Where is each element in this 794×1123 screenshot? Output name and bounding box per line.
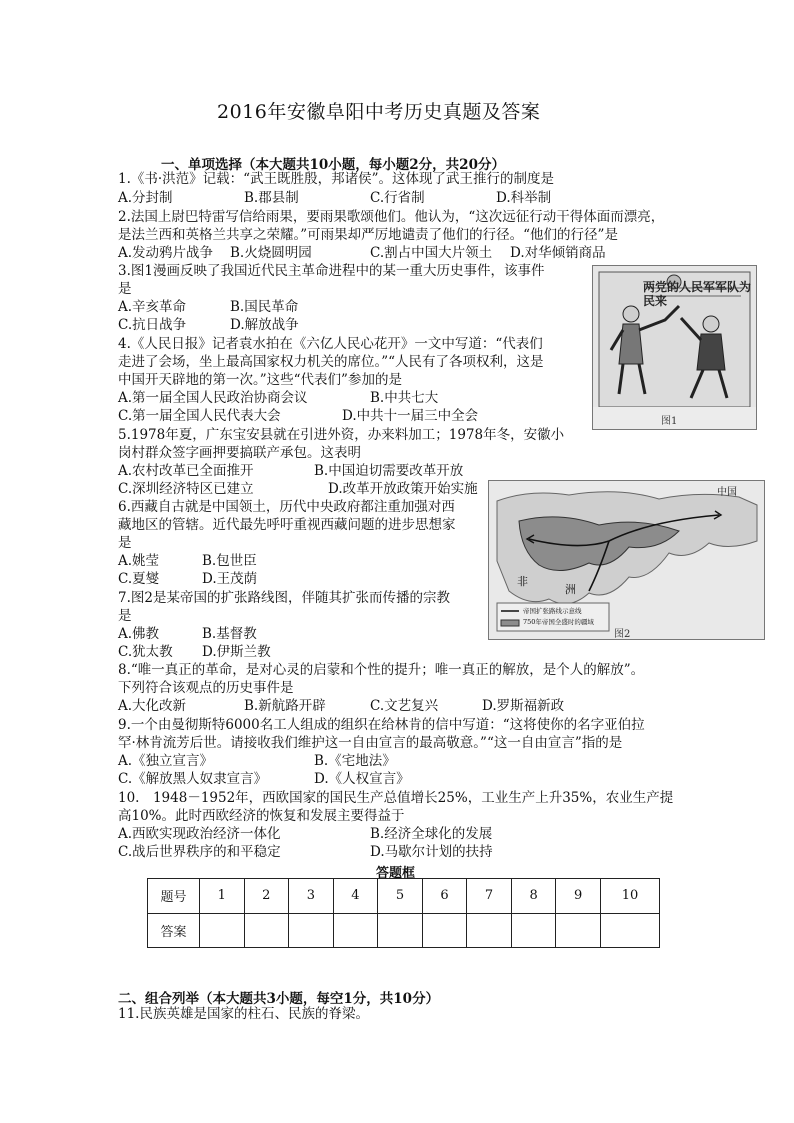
- q2-stem-line2: 是法兰西和英格兰共享之荣耀。”可雨果却严厉地谴责了他们的行径。“他们的行径”是: [118, 227, 618, 243]
- q2-stem-line1: 2.法国上尉巴特雷写信给雨果，要雨果歌颂他们。他认为，“这次远征行动干得体面而漂亮，: [118, 209, 665, 225]
- q4-stem-line3: 中国开天辟地的第一次。”这些“代表们”参加的是: [118, 372, 402, 388]
- q10-stem-line1: 10. 1948－1952年，西欧国家的国民生产总值增长25%，工业生产上升35%，农业生产提: [118, 790, 674, 806]
- figure-1-banner: 两党的人民军军队为民来: [643, 280, 752, 308]
- q9-option-d: D.《人权宣言》: [314, 771, 410, 787]
- q5-stem-line1: 5.1978年夏，广东宝安县就在引进外资，办来料加工；1978年冬，安徽小: [118, 427, 565, 443]
- q9-stem-line2: 罕·林肯流芳后世。请接收我们维护这一自由宣言的最高敬意。”“这一自由宣言”指的是: [118, 735, 623, 751]
- answer-cell[interactable]: [289, 913, 334, 948]
- q6-stem-line1: 6.西藏自古就是中国领土，历代中央政府都注重加强对西: [118, 499, 455, 515]
- q8-option-a: A.大化改新: [118, 698, 187, 714]
- q8-option-b: B.新航路开辟: [244, 698, 326, 714]
- q8-stem-line1: 8.“唯一真正的革命，是对心灵的启蒙和个性的提升；唯一真正的解放，是个人的解放”。: [118, 662, 645, 678]
- q2-option-c: C.割占中国大片领土: [370, 245, 493, 261]
- figure-2-caption: 图2: [614, 629, 631, 640]
- map-label-zhou: 洲: [565, 583, 576, 596]
- q7-option-c: C.犹太教: [118, 644, 173, 660]
- answer-table: [147, 878, 660, 948]
- q2-option-d: D.对华倾销商品: [510, 245, 606, 261]
- map-legend-route: 帝国扩张路线示意线: [523, 607, 582, 615]
- q10-option-c: C.战后世界秩序的和平稳定: [118, 844, 281, 860]
- q5-option-c: C.深圳经济特区已建立: [118, 481, 254, 497]
- q10-stem-line2: 高10%。此时西欧经济的恢复和发展主要得益于: [118, 808, 405, 824]
- q3-option-a: A.辛亥革命: [118, 299, 187, 315]
- q10-option-b: B.经济全球化的发展: [370, 826, 493, 842]
- answer-cell[interactable]: [333, 913, 378, 948]
- answer-table-number: 10: [601, 879, 660, 914]
- q6-option-b: B.包世臣: [202, 553, 257, 569]
- q11-stem: 11.民族英雄是国家的柱石、民族的脊梁。: [118, 1006, 369, 1022]
- q4-option-b: B.中共七大: [370, 390, 439, 406]
- q7-option-b: B.基督教: [202, 626, 257, 642]
- q7-option-d: D.伊斯兰教: [202, 644, 271, 660]
- q10-option-d: D.马歇尔计划的扶持: [370, 844, 493, 860]
- map-label-china: 中国: [717, 487, 737, 498]
- answer-table-row2-label: 答案: [148, 913, 200, 948]
- map-label-fei: 非: [517, 575, 528, 588]
- q10-option-a: A.西欧实现政治经济一体化: [118, 826, 281, 842]
- q3-option-c: C.抗日战争: [118, 317, 187, 333]
- q9-option-c: C.《解放黑人奴隶宣言》: [118, 771, 268, 787]
- answer-cell[interactable]: [556, 913, 601, 948]
- answer-box-caption: 答题框: [376, 866, 416, 881]
- q6-stem-line3: 是: [118, 535, 132, 551]
- q7-stem-line1: 7.图2是某帝国的扩张路线图，伴随其扩张而传播的宗教: [118, 590, 450, 606]
- q3-option-d: D.解放战争: [230, 317, 299, 333]
- answer-table-number: 7: [467, 879, 512, 914]
- q8-option-c: C.文艺复兴: [370, 698, 439, 714]
- answer-table-number: 5: [378, 879, 423, 914]
- answer-table-number: 3: [289, 879, 334, 914]
- section-1-heading: 一、单项选择（本大题共10小题，每小题2分，共20分）: [161, 157, 505, 173]
- q6-stem-line2: 藏地区的管辖。近代最先呼吁重视西藏问题的进步思想家: [118, 517, 456, 533]
- q5-option-b: B.中国迫切需要改革开放: [314, 463, 464, 479]
- answer-table-number: 8: [511, 879, 556, 914]
- answer-table-number: 9: [556, 879, 601, 914]
- expansion-route-map-icon: [489, 481, 764, 639]
- q1-option-d: D.科举制: [496, 190, 552, 206]
- q7-stem-line2: 是: [118, 608, 132, 624]
- q5-stem-line2: 岗村群众签字画押要搞联产承包。这表明: [118, 445, 361, 461]
- answer-cell[interactable]: [422, 913, 467, 948]
- answer-cell[interactable]: [378, 913, 423, 948]
- q2-option-a: A.发动鸦片战争: [118, 245, 214, 261]
- answer-cell[interactable]: [467, 913, 512, 948]
- q1-stem: 1.《书·洪范》记载：“武王既胜殷，邦诸侯”。这体现了武王推行的制度是: [118, 171, 554, 187]
- q4-option-d: D.中共十一届三中全会: [342, 408, 479, 424]
- answer-cell[interactable]: [244, 913, 289, 948]
- answer-table-number: 6: [422, 879, 467, 914]
- answer-table-number-row: [148, 879, 660, 914]
- answer-table-answer-row: [148, 913, 660, 948]
- q9-stem-line1: 9.一个由曼彻斯特6000名工人组成的组织在给林肯的信中写道：“这将使你的名字亚伯拉: [118, 717, 645, 733]
- q5-option-d: D.改革开放政策开始实施: [328, 481, 478, 497]
- q3-option-b: B.国民革命: [230, 299, 299, 315]
- q1-option-b: B.郡县制: [244, 190, 299, 206]
- answer-cell[interactable]: [601, 913, 660, 948]
- q2-option-b: B.火烧圆明园: [230, 245, 312, 261]
- section-2-heading: 二、组合列举（本大题共3小题，每空1分，共10分）: [118, 991, 440, 1007]
- answer-cell[interactable]: [511, 913, 556, 948]
- figure-1-cartoon: [592, 265, 757, 430]
- q9-option-b: B.《宅地法》: [314, 753, 396, 769]
- page-title: 2016年安徽阜阳中考历史真题及答案: [217, 101, 541, 123]
- q6-option-d: D.王茂荫: [202, 571, 258, 587]
- answer-table-number: 4: [333, 879, 378, 914]
- q5-option-a: A.农村改革已全面推开: [118, 463, 254, 479]
- answer-table-number: 1: [200, 879, 245, 914]
- q6-option-a: A.姚莹: [118, 553, 160, 569]
- q1-option-c: C.行省制: [370, 190, 425, 206]
- q9-option-a: A.《独立宣言》: [118, 753, 214, 769]
- answer-table-number: 2: [244, 879, 289, 914]
- answer-table-row1-label: 题号: [148, 879, 200, 914]
- q8-option-d: D.罗斯福新政: [482, 698, 565, 714]
- q3-stem-line1: 3.图1漫画反映了我国近代民主革命进程中的某一重大历史事件，该事件: [118, 263, 545, 279]
- q6-option-c: C.夏燮: [118, 571, 160, 587]
- q4-stem-line2: 走进了会场，坐上最高国家权力机关的席位。”“人民有了各项权利，这是: [118, 354, 544, 370]
- figure-2-map: [488, 480, 765, 640]
- q1-option-a: A.分封制: [118, 190, 173, 206]
- q4-stem-line1: 4.《人民日报》记者袁水拍在《六亿人民心花开》一文中写道：“代表们: [118, 336, 543, 352]
- q4-option-a: A.第一届全国人民政治协商会议: [118, 390, 308, 406]
- q3-stem-line2: 是: [118, 281, 132, 297]
- figure-1-caption: 图1: [661, 416, 678, 427]
- q8-stem-line2: 下列符合该观点的历史事件是: [118, 680, 294, 696]
- map-legend-territory: 750年帝国全盛时的疆域: [523, 618, 594, 626]
- q7-option-a: A.佛教: [118, 626, 160, 642]
- q4-option-c: C.第一届全国人民代表大会: [118, 408, 281, 424]
- answer-cell[interactable]: [200, 913, 245, 948]
